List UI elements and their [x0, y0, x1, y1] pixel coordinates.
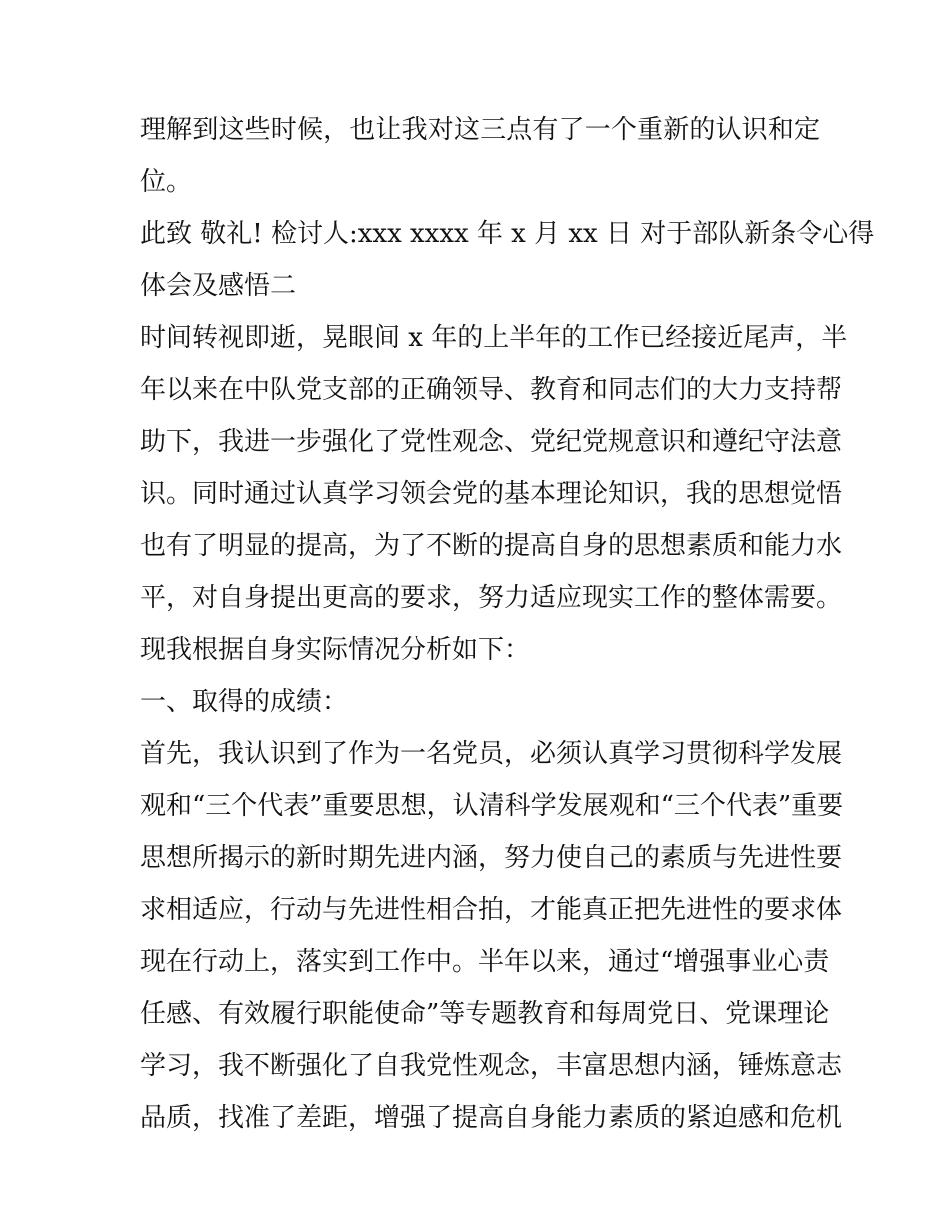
text-line: 思想所揭示的新时期先进内涵，努力使自己的素质与先进性要 — [140, 843, 843, 873]
text-line: 求相适应，行动与先进性相合拍，才能真正把先进性的要求体 — [140, 895, 843, 925]
text-line: 此致 敬礼! 检讨人:xxx xxxx 年 x 月 xx 日 对于部队新条令心得 — [140, 219, 875, 249]
text-line: 现在行动上，落实到工作中。半年以来，通过“增强事业心责 — [140, 947, 830, 977]
text-line: 理解到这些时候，也让我对这三点有了一个重新的认识和定 — [140, 115, 820, 145]
text-line: 平，对自身提出更高的要求，努力适应现实工作的整体需要。 — [140, 583, 843, 613]
text-line: 位。 — [140, 167, 193, 197]
document-body — [140, 104, 875, 1144]
text-line: 观和“三个代表”重要思想，认清科学发展观和“三个代表”重要 — [140, 791, 844, 821]
text-line: 时间转视即逝，晃眼间 x 年的上半年的工作已经接近尾声，半 — [140, 323, 848, 353]
text-line: 首先，我认识到了作为一名党员，必须认真学习贯彻科学发展 — [140, 739, 843, 769]
text-line: 任感、有效履行职能使命”等专题教育和每周党日、党课理论 — [140, 999, 830, 1029]
text-line: 识。同时通过认真学习领会党的基本理论知识，我的思想觉悟 — [140, 479, 843, 509]
text-line: 也有了明显的提高，为了不断的提高自身的思想素质和能力水 — [140, 531, 843, 561]
text-line: 学习，我不断强化了自我党性观念，丰富思想内涵，锤炼意志 — [140, 1051, 843, 1081]
text-line: 助下，我进一步强化了党性观念、党纪党规意识和遵纪守法意 — [140, 427, 843, 457]
text-line: 体会及感悟二 — [140, 271, 297, 301]
text-line: 年以来在中队党支部的正确领导、教育和同志们的大力支持帮 — [140, 375, 843, 405]
text-line: 现我根据自身实际情况分析如下： — [140, 635, 531, 665]
section-heading: 一、取得的成绩： — [140, 687, 349, 717]
text-line: 品质，找准了差距，增强了提高自身能力素质的紧迫感和危机 — [140, 1103, 843, 1133]
